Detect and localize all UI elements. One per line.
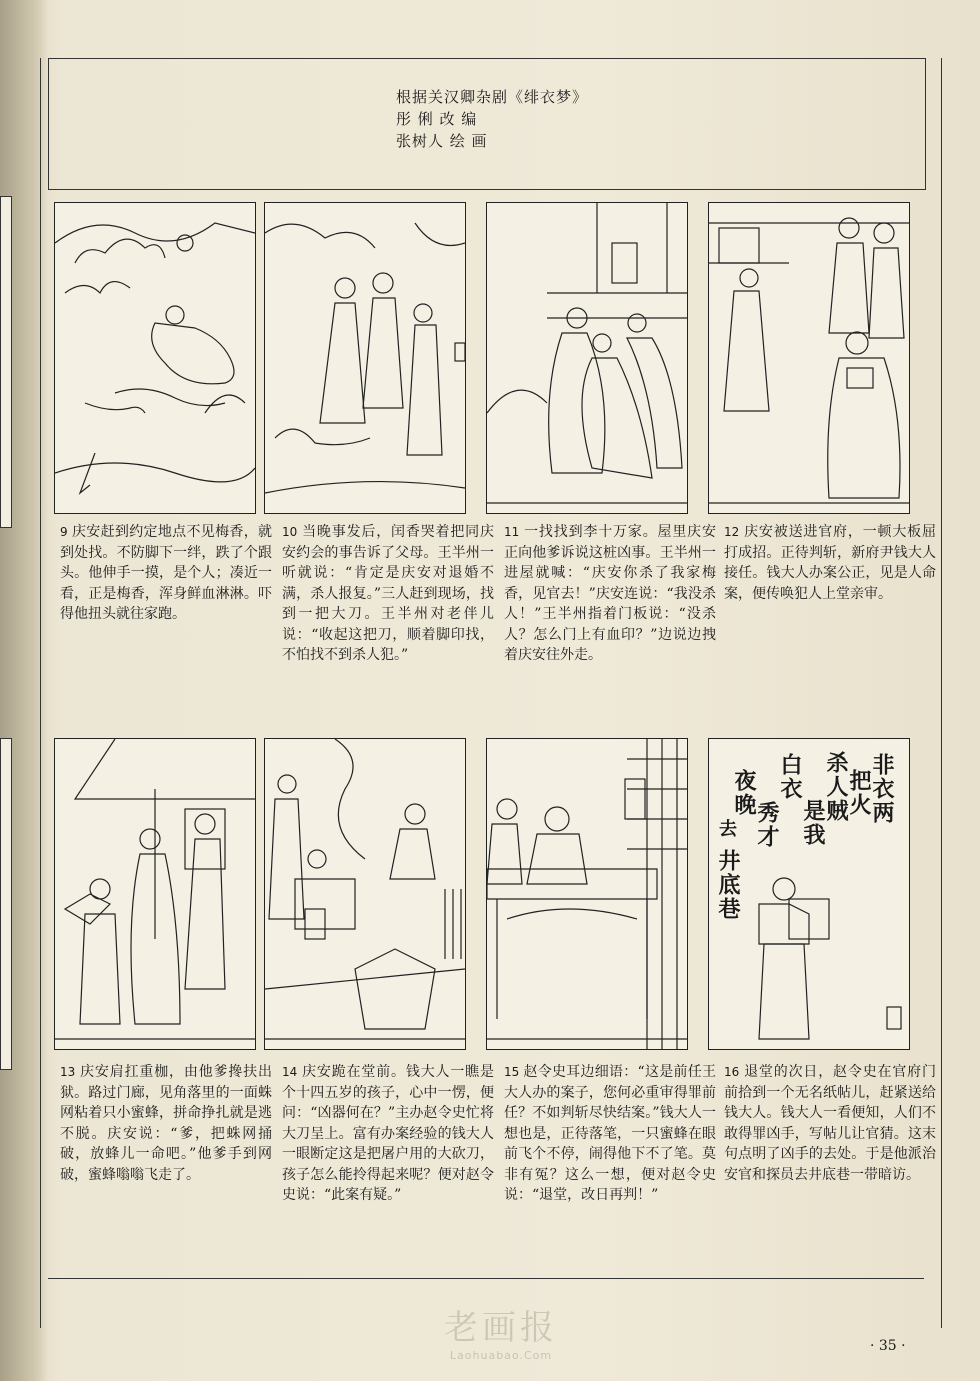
credits: [396, 86, 588, 152]
watermark: [416, 1300, 586, 1362]
calligraphy-col-1: 非衣两: [869, 753, 895, 825]
panel-9-caption: [60, 522, 272, 625]
panel-14-drawing: [265, 739, 465, 1049]
panel-12-drawing: [709, 203, 909, 513]
panel-10-number: 10: [282, 525, 298, 539]
panel-12-number: 12: [724, 525, 740, 539]
panel-15-drawing: [487, 739, 687, 1049]
calligraphy-col-2: 把火: [846, 769, 872, 817]
watermark-logo: 老画报: [444, 1308, 558, 1348]
panel-13-number: 13: [60, 1065, 76, 1079]
panel-15-illustration: [486, 738, 688, 1050]
panel-12-illustration: [708, 202, 910, 514]
bottom-rule: [48, 1278, 924, 1279]
panel-11-text: 一找找到李十万家。屋里庆安正向他爹诉说这桩凶事。王半州一进屋就喊：“庆安你杀了我家梅香，见官去！”庆安连说：“我没杀人！”王半州指着门板说：“没杀人？怎么门上有血印？”边说边拽着庆安往外走。: [504, 524, 716, 663]
adapter-line: 彤 俐 改 编: [396, 110, 478, 128]
left-edge-panel: [0, 738, 12, 1070]
panel-10-illustration: [264, 202, 466, 514]
panel-12-text: 庆安被送进官府，一顿大板屈打成招。正待判斩，新府尹钱大人接任。钱大人办案公正，见是人命案，便传唤犯人上堂亲审。: [724, 524, 936, 602]
left-edge-panel: [0, 196, 12, 528]
panel-11-caption: [504, 522, 716, 666]
panel-15-caption: [504, 1062, 716, 1206]
panel-14-text: 庆安跪在堂前。钱大人一瞧是个十四五岁的孩子，心中一愣，便问：“凶器何在？”主办赵令史忙将大刀呈上。富有办案经验的钱大人一眼断定这是把屠户用的大砍刀，孩子怎么能拎得起来呢？便对赵令史说：“此案有疑。”: [282, 1064, 494, 1203]
panel-9-number: 9: [60, 525, 68, 539]
source-line: 根据关汉卿杂剧《绯衣梦》: [396, 88, 589, 106]
calligraphy-col-8: 去: [716, 819, 737, 839]
panel-12-caption: [724, 522, 936, 604]
panel-13-caption: [60, 1062, 272, 1185]
calligraphy-col-4: 是我: [800, 799, 826, 847]
panel-9-drawing: [55, 203, 255, 513]
panel-13-text: 庆安肩扛重枷，由他爹搀扶出狱。路过门廊，见角落里的一面蛛网粘着只小蜜蜂，拼命挣扎就是逃不脱。庆安说：“爹，把蛛网捅破，放蜂儿一命吧。”他爹手到网破，蜜蜂嗡嗡飞走了。: [60, 1064, 272, 1183]
panel-14-illustration: [264, 738, 466, 1050]
watermark-url: Laohuabao.Com: [449, 1349, 553, 1362]
panel-16-caption: [724, 1062, 936, 1185]
page-number: · 35 ·: [870, 1338, 906, 1354]
panel-13-illustration: [54, 738, 256, 1050]
panel-14-number: 14: [282, 1065, 298, 1079]
panel-15-text: 赵令史耳边细语：“这是前任王大人办的案子，您何必重审得罪前任？不如判斩尽快结案。”钱大人一想也是，正待落笔，一只蜜蜂在眼前飞个不停，闹得他下不了笔。莫非有冤？这么一想，便对赵令史说：“退堂，改日再判！”: [504, 1064, 716, 1203]
panel-16-number: 16: [724, 1065, 740, 1079]
panel-9-text: 庆安赶到约定地点不见梅香，就到处找。不防脚下一绊，跌了个跟头。他伸手一摸，是个人；凑近一看，正是梅香，浑身鲜血淋淋。吓得他扭头就往家跑。: [60, 524, 272, 622]
panel-9-illustration: [54, 202, 256, 514]
panel-10-drawing: [265, 203, 465, 513]
panel-16-text: 退堂的次日，赵令史在官府门前拾到一个无名纸帖儿，赶紧送给钱大人。钱大人一看便知，人们不敢得罪凶手，写帖儿让官猜。这末句点明了凶手的去处。于是他派治安官和探员去井底巷一带暗访。: [724, 1064, 936, 1183]
calligraphy-col-5: 白衣: [777, 753, 803, 801]
panel-11-drawing: [487, 203, 687, 513]
panel-11-number: 11: [504, 525, 520, 539]
panel-16-drawing: [709, 739, 909, 1049]
calligraphy-col-6: 秀才: [754, 801, 780, 849]
calligraphy-col-3: 杀人贼: [823, 751, 849, 823]
panel-14-caption: [282, 1062, 494, 1206]
artist-line: 张树人 绘 画: [396, 132, 488, 150]
panel-11-illustration: [486, 202, 688, 514]
panel-10-caption: [282, 522, 494, 666]
panel-16-illustration: [708, 738, 910, 1050]
panel-10-text: 当晚事发后，闰香哭着把同庆安约会的事告诉了父母。王半州一听就说：“肯定是庆安对退婚不满，杀人报复。”三人赶到现场，找到一把大刀。王半州对老伴儿说：“收起这把刀，顺着脚印找，不怕找不到杀人犯。”: [282, 524, 494, 663]
panel-13-drawing: [55, 739, 255, 1049]
calligraphy-col-7: 夜晚: [731, 769, 757, 817]
calligraphy-col-9: 井底巷: [715, 849, 741, 921]
panel-15-number: 15: [504, 1065, 520, 1079]
